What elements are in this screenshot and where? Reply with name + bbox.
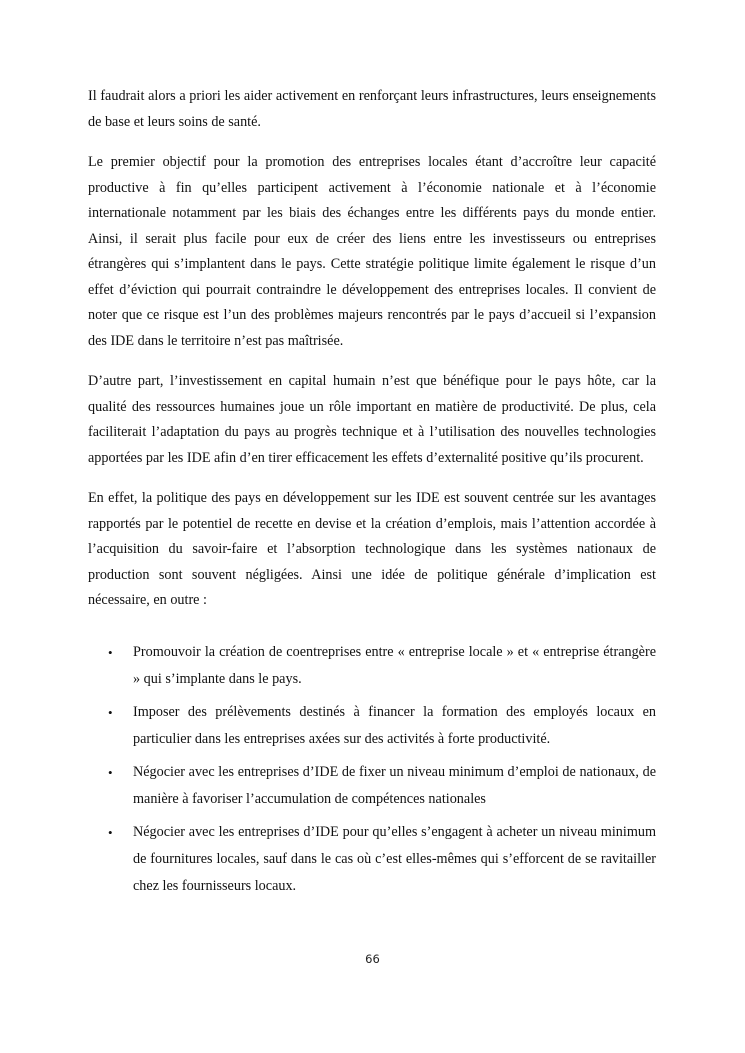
bullet-text-1: Promouvoir la création de coentreprises entre « entreprise locale » et « entreprise étrangère » qui s’implante dans le pays. bbox=[133, 643, 656, 687]
paragraph-4: En effet, la politique des pays en développement sur les IDE est souvent centrée sur les avantages rapportés par le potentiel de recette en devise et la création d’emplois, mais l’attention accordée à l’acquisition du savoir-faire et l’absorption technologique dans les systèmes nationaux de production sont souvent négligées. Ainsi une idée de politique générale d’implication est nécessaire, en outre : bbox=[88, 490, 656, 608]
bullet-text-3: Négocier avec les entreprises d’IDE de fixer un niveau minimum d’emploi de nationaux, de manière à favoriser l’accumulation de compétences nationales bbox=[133, 763, 656, 807]
bullet-text-4: Négocier avec les entreprises d’IDE pour qu’elles s’engagent à acheter un niveau minimum de fournitures locales, sauf dans le cas où c’est elles-mêmes qui s’efforcent de se ravitailler chez les fournisseurs locaux. bbox=[133, 823, 656, 894]
bullet-icon: • bbox=[108, 764, 113, 780]
bullet-icon: • bbox=[108, 644, 113, 660]
bullet-text-2: Imposer des prélèvements destinés à financer la formation des employés locaux en particulier dans les entreprises axées sur des activités à forte productivité. bbox=[133, 703, 656, 747]
page-body bbox=[88, 84, 656, 906]
bullet-item-4 bbox=[88, 819, 656, 900]
page-number: 66 bbox=[365, 952, 380, 966]
paragraph-3: D’autre part, l’investissement en capital humain n’est que bénéfique pour le pays hôte, car la qualité des ressources humaines joue un rôle important en matière de productivité. De plus, cela faciliterait l’adaptation du pays au progrès technique et à l’utilisation des nouvelles technologies apportées par les IDE afin d’en tirer efficacement les effets d’externalité positive qu’ils procurent. bbox=[88, 373, 656, 466]
bullet-item-2 bbox=[88, 699, 656, 753]
policy-bullet-list bbox=[88, 639, 656, 900]
bullet-icon: • bbox=[108, 704, 113, 720]
paragraph-2: Le premier objectif pour la promotion des entreprises locales étant d’accroître leur capacité productive à fin qu’elles participent activement à l’économie nationale et à l’économie internationale notamment par les biais des échanges entre les différents pays du monde entier. Ainsi, il serait plus facile pour eux de créer des liens entre les investisseurs ou entreprises étrangères qui s’implantent dans le pays. Cette stratégie politique limite également le risque d’un effet d’éviction qui pourrait contraindre le développement des entreprises locales. Il convient de noter que ce risque est l’un des problèmes majeurs rencontrés par le pays d’accueil si l’expansion des IDE dans le territoire n’est pas maîtrisée. bbox=[88, 154, 656, 349]
bullet-item-1 bbox=[88, 639, 656, 693]
bullet-icon: • bbox=[108, 824, 113, 840]
paragraph-1: Il faudrait alors a priori les aider activement en renforçant leurs infrastructures, leurs enseignements de base et leurs soins de santé. bbox=[88, 88, 656, 130]
bullet-item-3 bbox=[88, 759, 656, 813]
